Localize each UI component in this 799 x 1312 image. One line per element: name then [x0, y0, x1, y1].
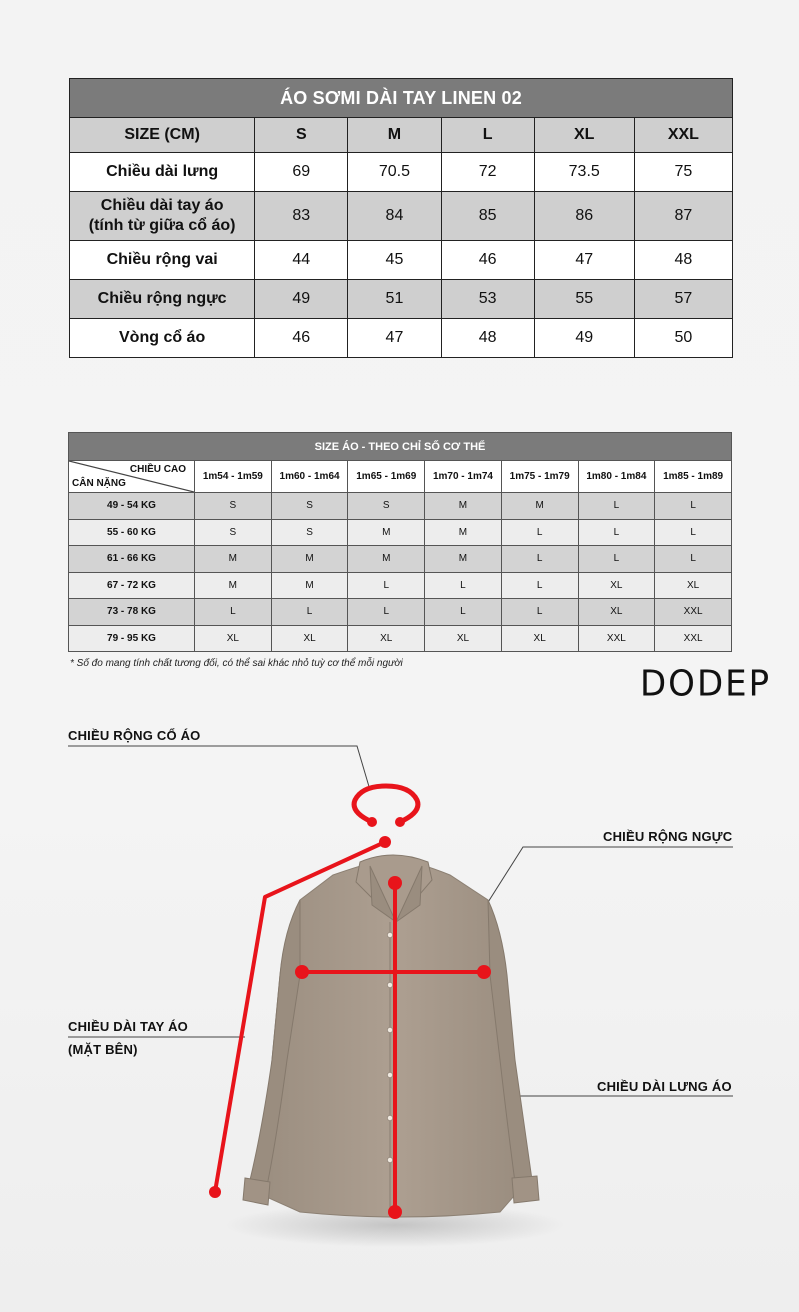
height-range: 1m85 - 1m89	[655, 461, 732, 493]
weight-range: 61 - 66 KG	[69, 546, 195, 573]
size-cell: L	[195, 599, 272, 626]
height-range: 1m60 - 1m64	[271, 461, 348, 493]
size-cell: M	[425, 546, 502, 573]
header-size-xxl: XXL	[634, 118, 732, 153]
size-cell: L	[655, 546, 732, 573]
row-label-line1: Chiều dài tay áo	[100, 197, 224, 214]
size-cell: S	[348, 493, 425, 520]
table-cell: 72	[441, 153, 534, 192]
size-cell: M	[348, 546, 425, 573]
table-cell: 47	[534, 241, 634, 280]
table-cell: 48	[634, 241, 732, 280]
sleeve-length-label: CHIỀU DÀI TAY ÁO	[68, 1019, 188, 1034]
size-cell: L	[578, 519, 655, 546]
collar-width-label: CHIỀU RỘNG CỔ ÁO	[68, 728, 201, 743]
table-cell: 48	[441, 319, 534, 358]
size-cell: L	[348, 599, 425, 626]
size-cell: XL	[655, 572, 732, 599]
corner-weight-label: CÂN NẶNG	[72, 478, 126, 489]
weight-range: 67 - 72 KG	[69, 572, 195, 599]
size-cell: M	[195, 572, 272, 599]
size-cell: S	[271, 493, 348, 520]
size-cell: L	[501, 572, 578, 599]
size-cell: S	[195, 519, 272, 546]
height-range: 1m75 - 1m79	[501, 461, 578, 493]
weight-range: 49 - 54 KG	[69, 493, 195, 520]
size-cell: XXL	[655, 625, 732, 652]
weight-range: 73 - 78 KG	[69, 599, 195, 626]
height-range: 1m80 - 1m84	[578, 461, 655, 493]
table-cell: 83	[255, 192, 348, 241]
table-cell: 47	[348, 319, 441, 358]
table-cell: 85	[441, 192, 534, 241]
table-cell: 46	[255, 319, 348, 358]
size-cell: L	[348, 572, 425, 599]
footnote: * Số đo mang tính chất tương đối, có thể sai khác nhỏ tuỳ cơ thể mỗi người	[70, 658, 403, 669]
row-label: Vòng cổ áo	[70, 319, 255, 358]
height-range: 1m70 - 1m74	[425, 461, 502, 493]
table-cell: 53	[441, 280, 534, 319]
header-size-s: S	[255, 118, 348, 153]
table-cell: 86	[534, 192, 634, 241]
size-cell: M	[501, 493, 578, 520]
header-size-l: L	[441, 118, 534, 153]
table-cell: 84	[348, 192, 441, 241]
size-cell: XL	[425, 625, 502, 652]
table-cell: 50	[634, 319, 732, 358]
table-cell: 75	[634, 153, 732, 192]
body-size-title: SIZE ÁO - THEO CHỈ SỐ CƠ THỂ	[69, 433, 732, 461]
row-label: Chiều dài lưng	[70, 153, 255, 192]
size-cell: M	[425, 493, 502, 520]
size-cell: L	[655, 493, 732, 520]
size-cell: S	[195, 493, 272, 520]
weight-range: 79 - 95 KG	[69, 625, 195, 652]
size-cell: L	[655, 519, 732, 546]
table-cell: 69	[255, 153, 348, 192]
table-cell: 87	[634, 192, 732, 241]
size-cell: M	[195, 546, 272, 573]
size-cell: M	[348, 519, 425, 546]
table-cell: 46	[441, 241, 534, 280]
table-cell: 49	[534, 319, 634, 358]
size-cell: XL	[271, 625, 348, 652]
size-cell: XL	[501, 625, 578, 652]
table-cell: 49	[255, 280, 348, 319]
table-cell: 55	[534, 280, 634, 319]
height-range: 1m65 - 1m69	[348, 461, 425, 493]
size-cell: L	[578, 493, 655, 520]
size-cell: L	[271, 599, 348, 626]
size-cell: L	[501, 546, 578, 573]
header-size-cm: SIZE (CM)	[70, 118, 255, 153]
size-chart-title: ÁO SƠMI DÀI TAY LINEN 02	[70, 79, 733, 118]
table-cell: 73.5	[534, 153, 634, 192]
table-cell: 57	[634, 280, 732, 319]
table-cell: 45	[348, 241, 441, 280]
header-size-m: M	[348, 118, 441, 153]
size-cell: S	[271, 519, 348, 546]
size-cell: M	[271, 546, 348, 573]
size-cell: L	[425, 572, 502, 599]
size-cell: L	[425, 599, 502, 626]
size-cell: XL	[578, 572, 655, 599]
row-label: Chiều rộng vai	[70, 241, 255, 280]
size-cell: XXL	[578, 625, 655, 652]
header-size-xl: XL	[534, 118, 634, 153]
table-cell: 51	[348, 280, 441, 319]
brand-logo: DODEP	[640, 663, 772, 705]
shirt-illustration	[243, 855, 539, 1217]
size-cell: M	[425, 519, 502, 546]
size-cell: XL	[578, 599, 655, 626]
size-cell: XXL	[655, 599, 732, 626]
chest-width-label: CHIỀU RỘNG NGỰC	[603, 829, 733, 844]
table-cell: 70.5	[348, 153, 441, 192]
corner-height-label: CHIỀU CAO	[129, 464, 186, 475]
row-label: Chiều rộng ngực	[70, 280, 255, 319]
row-label-line2: (tính từ giữa cổ áo)	[88, 217, 236, 234]
size-cell: M	[271, 572, 348, 599]
size-cell: L	[578, 546, 655, 573]
size-cell: XL	[195, 625, 272, 652]
size-cell: L	[501, 519, 578, 546]
table-cell: 44	[255, 241, 348, 280]
sleeve-length-sublabel: (MẶT BÊN)	[68, 1042, 138, 1057]
height-range: 1m54 - 1m59	[195, 461, 272, 493]
size-cell: XL	[348, 625, 425, 652]
weight-range: 55 - 60 KG	[69, 519, 195, 546]
size-cell: L	[501, 599, 578, 626]
back-length-label: CHIỀU DÀI LƯNG ÁO	[597, 1079, 732, 1094]
